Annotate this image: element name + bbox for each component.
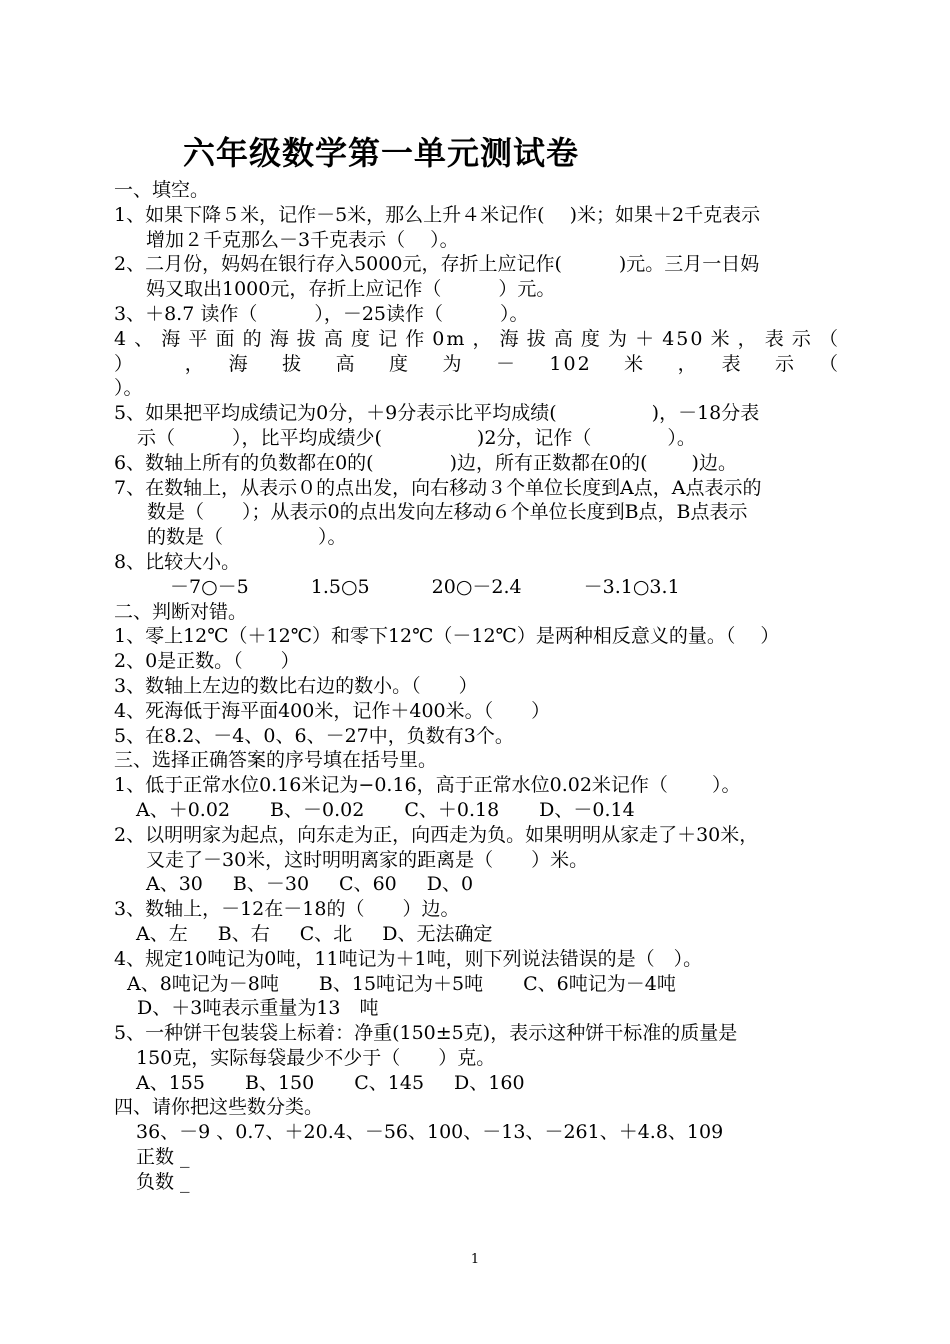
s2-item: 2、0是正数。（ ） bbox=[114, 650, 300, 673]
option: A、155 bbox=[136, 1071, 205, 1094]
s3-q2-options bbox=[114, 872, 840, 897]
option: A、左 bbox=[136, 922, 188, 945]
s3-q1-options bbox=[114, 798, 840, 823]
option: C、60 bbox=[339, 873, 397, 896]
page-number: 1 bbox=[470, 1252, 480, 1267]
s1-q1-line-2: 增加２千克那么－3千克表示（ ）。 bbox=[146, 228, 459, 251]
compare-item: 20○－2.4 bbox=[431, 575, 522, 598]
option: C、北 bbox=[299, 922, 353, 945]
page-title: 六年级数学第一单元测试卷 bbox=[183, 134, 580, 172]
option: A、30 bbox=[146, 873, 203, 896]
s1-q1-line-1: 1、如果下降５米，记作－5米，那么上升４米记作( )米；如果＋2千克表示 bbox=[114, 203, 761, 226]
section-2-heading: 二、判断对错。 bbox=[114, 600, 248, 623]
s3-q1: 1、低于正常水位0.16米记为−0.16，高于正常水位0.02米记作（ ）。 bbox=[114, 774, 741, 797]
s1-q7-line-2: 数是（ ）；从表示0的点出发向左移动６个单位长度到B点，B点表示 bbox=[147, 501, 748, 524]
option: A、＋0.02 bbox=[136, 798, 231, 821]
s1-q2-line-1: 2、二月份，妈妈在银行存入5000元，存折上应记作( )元。三月一日妈 bbox=[114, 253, 760, 276]
s3-q3: 3、数轴上，－12在－18的（ ）边。 bbox=[114, 898, 460, 921]
s1-q5-line-1: 5、如果把平均成绩记为0分，＋9分表示比平均成绩( )，－18分表 bbox=[114, 402, 760, 425]
s2-item: 4、死海低于海平面400米，记作＋400米。（ ） bbox=[114, 699, 551, 722]
option: C、145 bbox=[354, 1071, 425, 1094]
s3-q5-line-2: 150克，实际每袋最少不少于（ ）克。 bbox=[136, 1046, 496, 1069]
s3-q2-line-1: 2、以明明家为起点，向东走为正，向西走为负。如果明明从家走了＋30米， bbox=[114, 823, 759, 846]
option: B、右 bbox=[217, 922, 270, 945]
option: A、8吨记为－8吨 bbox=[127, 972, 279, 995]
s1-q4-line-2: ） ， 海 拔 高 度 为 － 102 米 ， 表 示 （ bbox=[114, 352, 840, 375]
s3-q4: 4、规定10吨记为0吨，11吨记为＋1吨，则下列说法错误的是（ ）。 bbox=[114, 947, 703, 970]
section-1-heading: 一、填空。 bbox=[114, 179, 210, 201]
s3-q5-line-1: 5、一种饼干包装袋上标着：净重(150±5克)，表示这种饼干标准的质量是 bbox=[114, 1022, 738, 1045]
s2-item: 3、数轴上左边的数比右边的数小。（ ） bbox=[114, 674, 478, 697]
s3-q4-options bbox=[114, 972, 840, 997]
option: D、0 bbox=[426, 873, 474, 896]
s2-item: 5、在8.2、－4、0、6、－27中，负数有3个。 bbox=[114, 724, 514, 747]
s1-q4-line-3: ）。 bbox=[114, 377, 143, 400]
s4-negative-label: 负数 _ bbox=[136, 1170, 190, 1193]
s1-compare-row bbox=[114, 575, 840, 600]
compare-item: 1.5○5 bbox=[310, 575, 370, 598]
s1-q3: 3、＋8.7 读作（ ），－25读作（ ）。 bbox=[114, 302, 529, 325]
compare-item: －3.1○3.1 bbox=[583, 575, 680, 598]
s2-item: 1、零上12℃（＋12℃）和零下12℃（－12℃）是两种相反意义的量。（ ） bbox=[114, 625, 780, 648]
section-3-heading: 三、选择正确答案的序号填在括号里。 bbox=[114, 749, 438, 772]
option: B、－30 bbox=[232, 873, 310, 896]
s1-q8: 8、比较大小。 bbox=[114, 550, 241, 573]
s4-positive-label: 正数 _ bbox=[136, 1146, 190, 1169]
option: B、15吨记为＋5吨 bbox=[318, 972, 484, 995]
s3-q4-option-d: D、＋3吨表示重量为13 吨 bbox=[137, 997, 379, 1020]
s1-q5-line-2: 示（ ），比平均成绩少( )2分，记作（ ）。 bbox=[137, 426, 696, 449]
option: D、无法确定 bbox=[382, 922, 493, 945]
s1-q6: 6、数轴上所有的负数都在0的( )边，所有正数都在0的( )边。 bbox=[114, 451, 737, 474]
option: B、－0.02 bbox=[270, 798, 365, 821]
option: C、＋0.18 bbox=[404, 798, 500, 821]
s3-q5-options bbox=[114, 1071, 840, 1096]
s4-numbers: 36、－9 、0.7、＋20.4、－56、100、－13、－261、＋4.8、109 bbox=[136, 1121, 724, 1144]
option: D、160 bbox=[454, 1071, 525, 1094]
option: D、－0.14 bbox=[539, 798, 635, 821]
s1-q7-line-3: 的数是（ ）。 bbox=[147, 526, 347, 549]
s1-q4-line-1: 4、海平面的海拔高度记作0m，海拔高度为＋450米，表示（ bbox=[114, 327, 840, 350]
s3-q2-line-2: 又走了－30米，这时明明离家的距离是（ ）米。 bbox=[146, 848, 589, 871]
compare-item: －7○－5 bbox=[170, 575, 249, 598]
s1-q2-line-2: 妈又取出1000元，存折上应记作（ ）元。 bbox=[146, 278, 556, 301]
option: B、150 bbox=[245, 1071, 315, 1094]
section-4-heading: 四、请你把这些数分类。 bbox=[114, 1096, 324, 1119]
option: C、6吨记为－4吨 bbox=[523, 972, 676, 995]
test-content bbox=[114, 178, 840, 1195]
s3-q3-options bbox=[114, 922, 840, 947]
s1-q7-line-1: 7、在数轴上，从表示０的点出发，向右移动３个单位长度到A点，A点表示的 bbox=[114, 476, 762, 499]
